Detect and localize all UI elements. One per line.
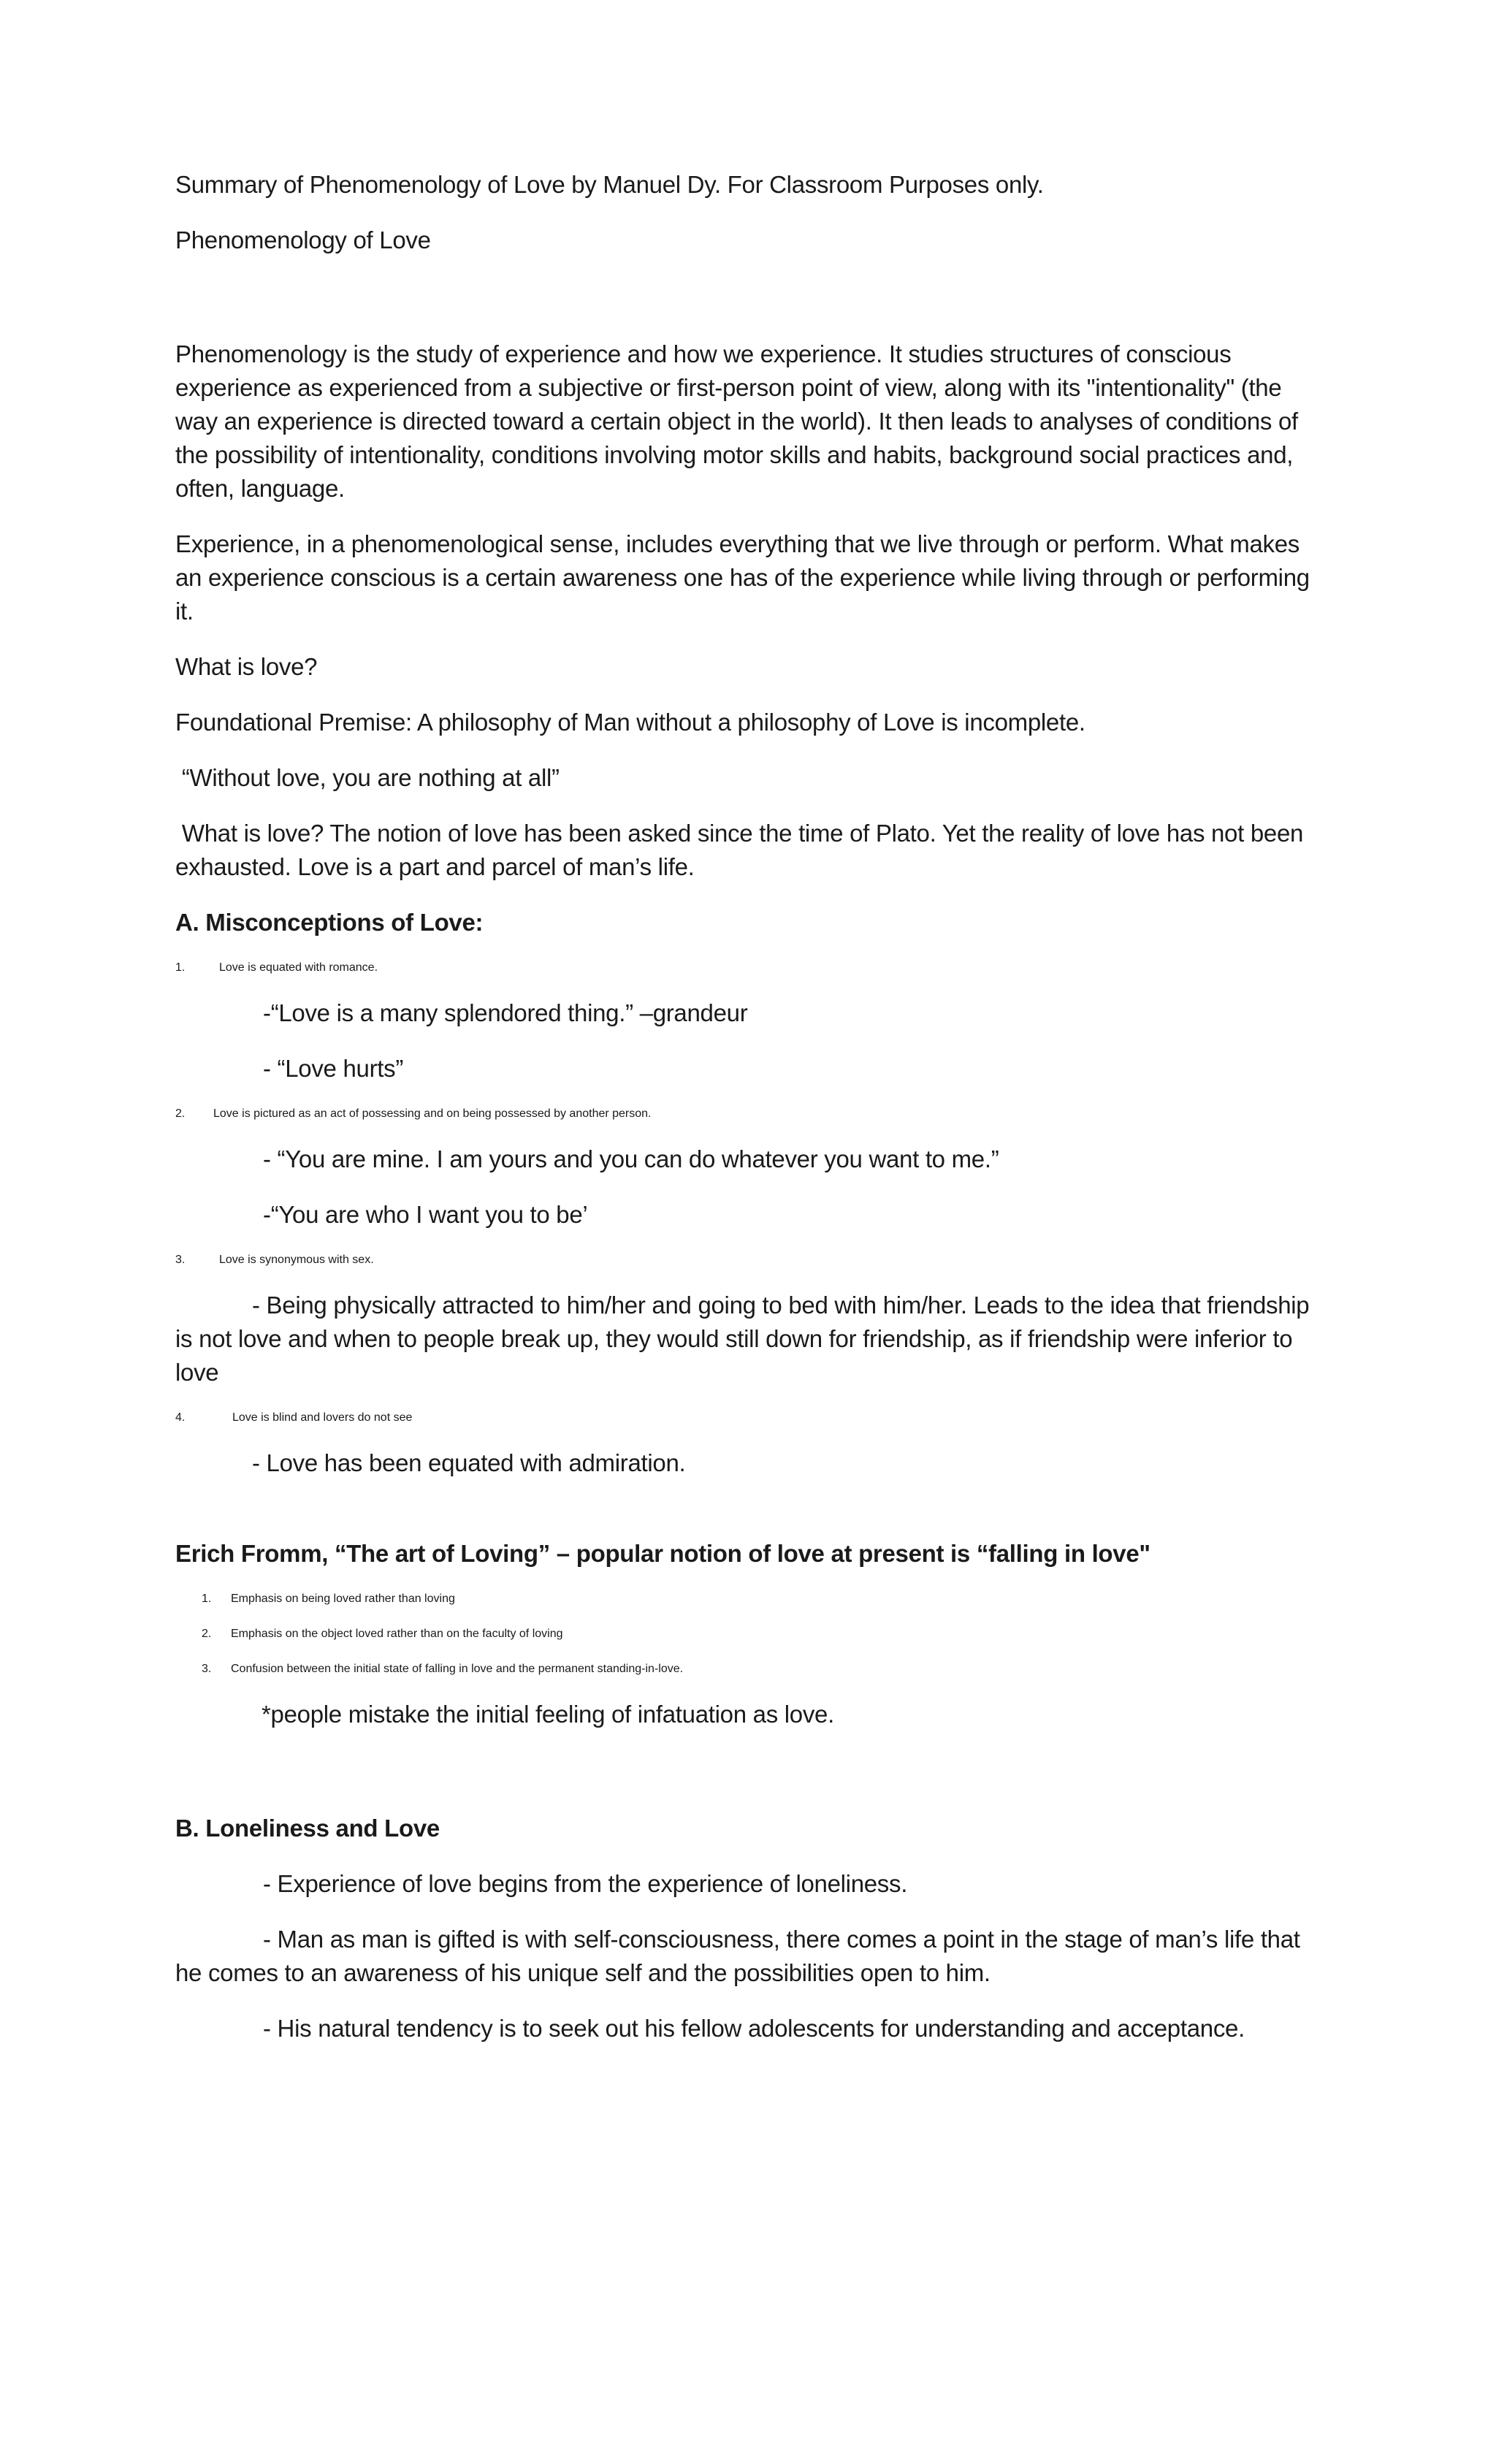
section-a-heading: A. Misconceptions of Love: — [175, 909, 484, 936]
question-line: What is love? — [175, 653, 318, 680]
misconception-item-3 — [175, 1254, 1329, 1267]
misconception-item-2 — [175, 1107, 1329, 1121]
misconception-1-sub-1: -“Love is a many splendored thing.” –grandeur — [263, 999, 748, 1026]
item-number: 3. — [202, 1663, 212, 1675]
misconception-2-sub-2: -“You are who I want you to be’ — [263, 1201, 588, 1228]
item-text: Love is blind and lovers do not see — [232, 1411, 413, 1424]
intro-paragraph-2: Experience, in a phenomenological sense, includes everything that we live through or perform. What makes an experience conscious is a certain awareness one has of the experience while living through or performing it. — [175, 530, 1310, 625]
document-title: Phenomenology of Love — [175, 226, 431, 253]
fromm-note: *people mistake the initial feeling of infatuation as love. — [262, 1701, 834, 1728]
misconception-1-sub-2: - “Love hurts” — [263, 1055, 404, 1082]
item-text: Emphasis on the object loved rather than on the faculty of loving — [231, 1628, 563, 1640]
item-text: Emphasis on being loved rather than loving — [231, 1593, 455, 1605]
misconception-3-paragraph: - Being physically attracted to him/her and going to bed with him/her. Leads to the idea that friendship is not love and when to people break up, they would still down for friendship, as if friendship were inferior to love — [175, 1292, 1310, 1386]
document-header: Summary of Phenomenology of Love by Manuel Dy. For Classroom Purposes only. — [175, 171, 1044, 198]
item-text: Confusion between the initial state of falling in love and the permanent standing-in-love. — [231, 1663, 684, 1675]
item-text: Love is synonymous with sex. — [219, 1254, 374, 1266]
section-b-line-2: - Man as man is gifted is with self-consciousness, there comes a point in the stage of man’s life that he comes to an awareness of his unique self and the possibilities open to him. — [175, 1926, 1300, 1986]
fromm-heading: Erich Fromm, “The art of Loving” – popular notion of love at present is “falling in love" — [175, 1540, 1150, 1567]
section-b-line-3: - His natural tendency is to seek out his fellow adolescents for understanding and acceptance. — [263, 2015, 1245, 2042]
misconception-2-sub-1: - “You are mine. I am yours and you can do whatever you want to me.” — [263, 1145, 999, 1172]
item-text: Love is equated with romance. — [219, 961, 378, 974]
item-number: 2. — [175, 1107, 186, 1120]
item-text: Love is pictured as an act of possessing and on being possessed by another person. — [213, 1107, 652, 1120]
quote-line: “Without love, you are nothing at all” — [175, 764, 560, 791]
misconception-item-1 — [175, 961, 1329, 974]
document-page — [175, 168, 1329, 2045]
fromm-item-1 — [175, 1593, 1329, 1606]
item-number: 3. — [175, 1254, 186, 1266]
item-number: 1. — [202, 1593, 212, 1605]
item-number: 4. — [175, 1411, 186, 1424]
fromm-item-3 — [175, 1663, 1329, 1676]
section-b-heading: B. Loneliness and Love — [175, 1815, 440, 1842]
section-b-line-1: - Experience of love begins from the experience of loneliness. — [263, 1870, 908, 1897]
item-number: 1. — [175, 961, 186, 974]
fromm-item-2 — [175, 1628, 1329, 1641]
misconception-item-4 — [175, 1411, 1329, 1424]
what-is-love-paragraph: What is love? The notion of love has been asked since the time of Plato. Yet the reality of love has not been exhausted. Love is a part and parcel of man’s life. — [175, 820, 1310, 880]
premise-line: Foundational Premise: A philosophy of Man without a philosophy of Love is incomplete. — [175, 709, 1085, 736]
item-number: 2. — [202, 1628, 212, 1640]
intro-paragraph-1: Phenomenology is the study of experience and how we experience. It studies structures of conscious experience as experienced from a subjective or first-person point of view, along with its "intentionality" (the way an experience is directed toward a certain object in the world). It then leads to analyses of conditions of the possibility of intentionality, conditions involving motor skills and habits, background social practices and, often, language. — [175, 340, 1298, 502]
misconception-4-sub-1: - Love has been equated with admiration. — [252, 1449, 686, 1476]
